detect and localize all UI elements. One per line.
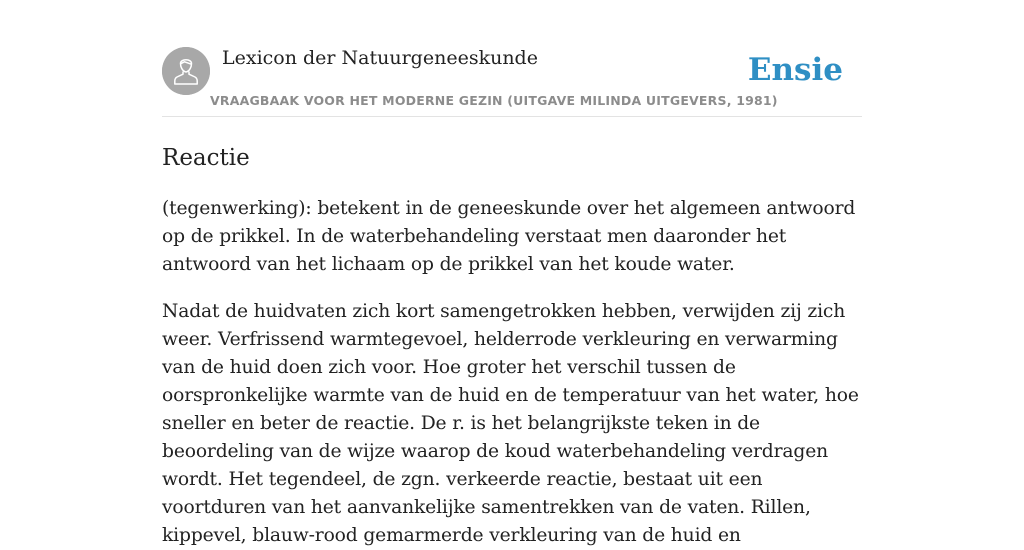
source-header [162,0,862,117]
source-subtitle: VRAAGBAAK VOOR HET MODERNE GEZIN (UITGAVE MILINDA UITGEVERS, 1981) [210,93,778,108]
article-paragraph-1: (tegenwerking): betekent in de geneeskunde over het algemeen antwoord op de prikkel. In de waterbehandeling verstaat men daaronder het antwoord van het lichaam op de prikkel van het koude water. [162,198,856,275]
content-container [162,0,862,550]
article-title: Reactie [162,145,250,171]
user-avatar-icon[interactable] [162,47,210,95]
article-paragraph-2: Nadat de huidvaten zich kort samengetrokken hebben, verwijden zij zich weer. Verfrissend warmtegevoel, helderrode verkleuring en verwarming van de huid doen zich voor. Hoe groter het verschil tussen de oorspronkelijke warmte van de huid en de temperatuur van het water, hoe sneller en beter de reactie. De r. is het belangrijkste teken in de beoordeling van de wijze waarop de koud waterbehandeling verdragen wordt. Het tegendeel, de zgn. verkeerde reactie, bestaat uit een voortduren van het aanvankelijke samentrekken van de vaten. Rillen, kippevel, blauw-rood gemarmerde verkleuring van de huid en [162,301,859,546]
source-title[interactable]: Lexicon der Natuurgeneeskunde [222,47,538,69]
ensie-logo[interactable]: Ensie [747,52,843,88]
